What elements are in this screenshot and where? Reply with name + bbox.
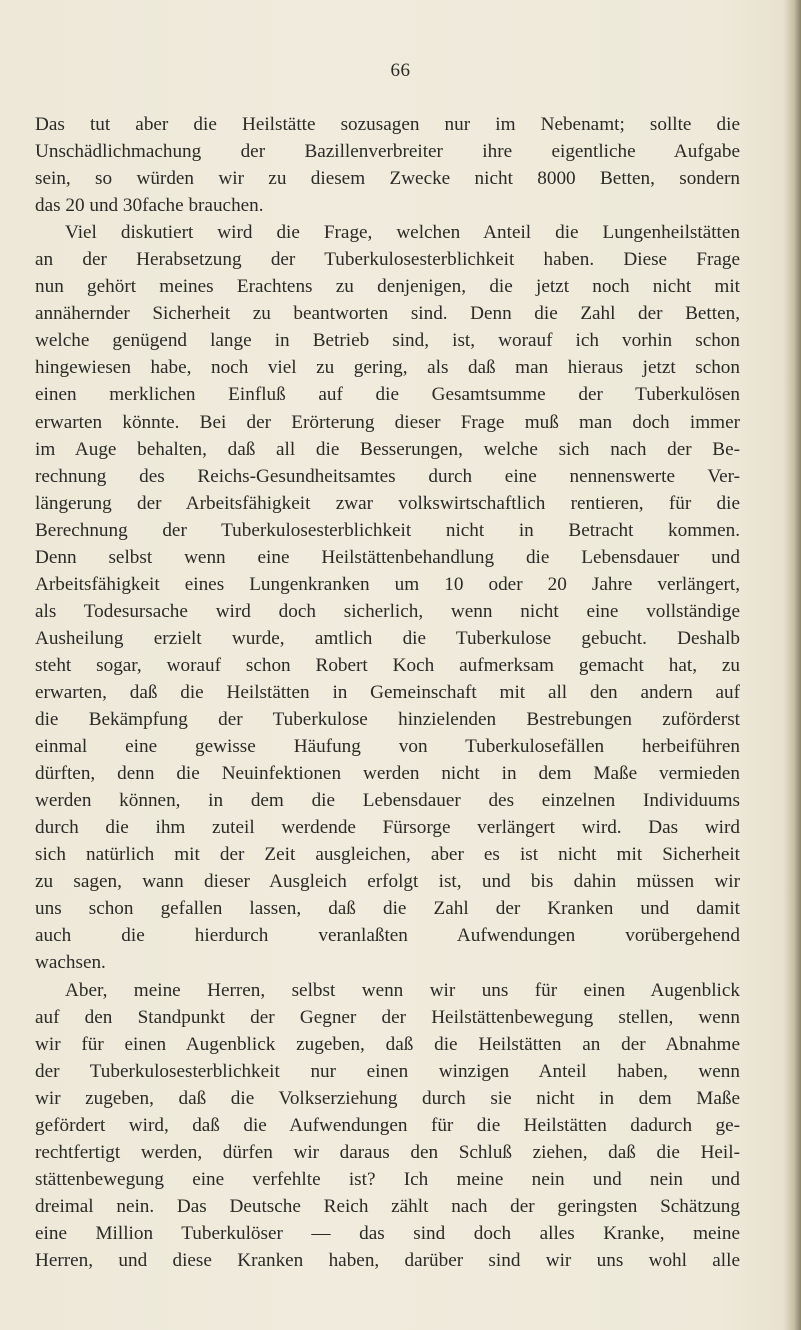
text-line: gefördert wird, daß die Aufwendungen für die Heilstätten dadurch ge- <box>35 1114 740 1136</box>
text-line: wir zugeben, daß die Volkserziehung durch sie nicht in dem Maße <box>35 1087 740 1109</box>
text-line: der Tuberkulosesterblichkeit nur einen winzigen Anteil haben, wenn <box>35 1060 740 1082</box>
text-line: eine Million Tuberkulöser — das sind doch alles Kranke, meine <box>35 1222 740 1244</box>
text-line: nun gehört meines Erachtens zu denjenigen, die jetzt noch nicht mit <box>35 276 740 298</box>
text-line: Denn selbst wenn eine Heilstättenbehandlung die Lebensdauer und <box>35 546 740 568</box>
text-line: einen merklichen Einfluß auf die Gesamtsumme der Tuberkulösen <box>35 384 740 406</box>
body-text <box>35 111 740 1274</box>
text-line: dürften, denn die Neuinfektionen werden nicht in dem Maße vermieden <box>35 763 740 785</box>
text-line: im Auge behalten, daß all die Besserungen, welche sich nach der Be- <box>35 438 740 460</box>
text-line: wachsen. <box>35 952 106 974</box>
text-line: Herren, und diese Kranken haben, darüber sind wir uns wohl alle <box>35 1249 740 1271</box>
text-line: wir für einen Augenblick zugeben, daß die Heilstätten an der Abnahme <box>35 1033 740 1055</box>
text-line: Aber, meine Herren, selbst wenn wir uns für einen Augenblick <box>65 979 740 1001</box>
text-line: Berechnung der Tuberkulosesterblichkeit nicht in Betracht kommen. <box>35 519 740 541</box>
text-line: sein, so würden wir zu diesem Zwecke nicht 8000 Betten, sondern <box>35 168 740 190</box>
text-line: auch die hierdurch veranlaßten Aufwendungen vorübergehend <box>35 925 740 947</box>
page-number: 66 <box>390 60 411 81</box>
text-line: erwarten könnte. Bei der Erörterung dieser Frage muß man doch immer <box>35 411 740 433</box>
text-line: zu sagen, wann dieser Ausgleich erfolgt ist, und bis dahin müssen wir <box>35 871 740 893</box>
text-line: sich natürlich mit der Zeit ausgleichen, aber es ist nicht mit Sicherheit <box>35 844 740 866</box>
text-line: Das tut aber die Heilstätte sozusagen nur im Nebenamt; sollte die <box>35 114 740 135</box>
text-line: das 20 und 30fache brauchen. <box>35 195 264 217</box>
text-line: längerung der Arbeitsfähigkeit zwar volkswirtschaftlich rentieren, für die <box>35 492 740 514</box>
text-line: Ausheilung erzielt wurde, amtlich die Tuberkulose gebucht. Deshalb <box>35 627 740 649</box>
text-line: Viel diskutiert wird die Frage, welchen Anteil die Lungenheilstätten <box>65 222 740 244</box>
text-line: annähernder Sicherheit zu beantworten sind. Denn die Zahl der Betten, <box>35 303 740 325</box>
text-line: dreimal nein. Das Deutsche Reich zählt nach der geringsten Schätzung <box>35 1195 740 1217</box>
text-line: uns schon gefallen lassen, daß die Zahl der Kranken und damit <box>35 898 740 920</box>
text-line: werden können, in dem die Lebensdauer des einzelnen Individuums <box>35 790 740 812</box>
text-line: erwarten, daß die Heilstätten in Gemeinschaft mit all den andern auf <box>35 681 740 703</box>
text-line: rechtfertigt werden, dürfen wir daraus den Schluß ziehen, daß die Heil- <box>35 1141 740 1163</box>
text-line: rechnung des Reichs-Gesundheitsamtes durch eine nennenswerte Ver- <box>35 465 740 487</box>
text-line: die Bekämpfung der Tuberkulose hinzielenden Bestrebungen zuförderst <box>35 709 740 731</box>
text-line: durch die ihm zuteil werdende Fürsorge verlängert wird. Das wird <box>35 817 740 839</box>
text-line: Arbeitsfähigkeit eines Lungenkranken um 10 oder 20 Jahre verlängert, <box>35 573 740 595</box>
text-line: einmal eine gewisse Häufung von Tuberkulosefällen herbeiführen <box>35 736 740 758</box>
text-line: an der Herabsetzung der Tuberkulosesterblichkeit haben. Diese Frage <box>35 249 740 271</box>
page-edge-shadow <box>783 0 801 1330</box>
text-line: steht sogar, worauf schon Robert Koch aufmerksam gemacht hat, zu <box>35 654 740 676</box>
text-line: auf den Standpunkt der Gegner der Heilstättenbewegung stellen, wenn <box>35 1006 740 1028</box>
text-line: hingewiesen habe, noch viel zu gering, als daß man hieraus jetzt schon <box>35 357 740 379</box>
text-line: Unschädlichmachung der Bazillenverbreiter ihre eigentliche Aufgabe <box>35 141 740 163</box>
text-line: stättenbewegung eine verfehlte ist? Ich meine nein und nein und <box>35 1168 740 1190</box>
text-line: als Todesursache wird doch sicherlich, wenn nicht eine vollständige <box>35 600 740 622</box>
text-line: welche genügend lange in Betrieb sind, ist, worauf ich vorhin schon <box>35 330 740 352</box>
